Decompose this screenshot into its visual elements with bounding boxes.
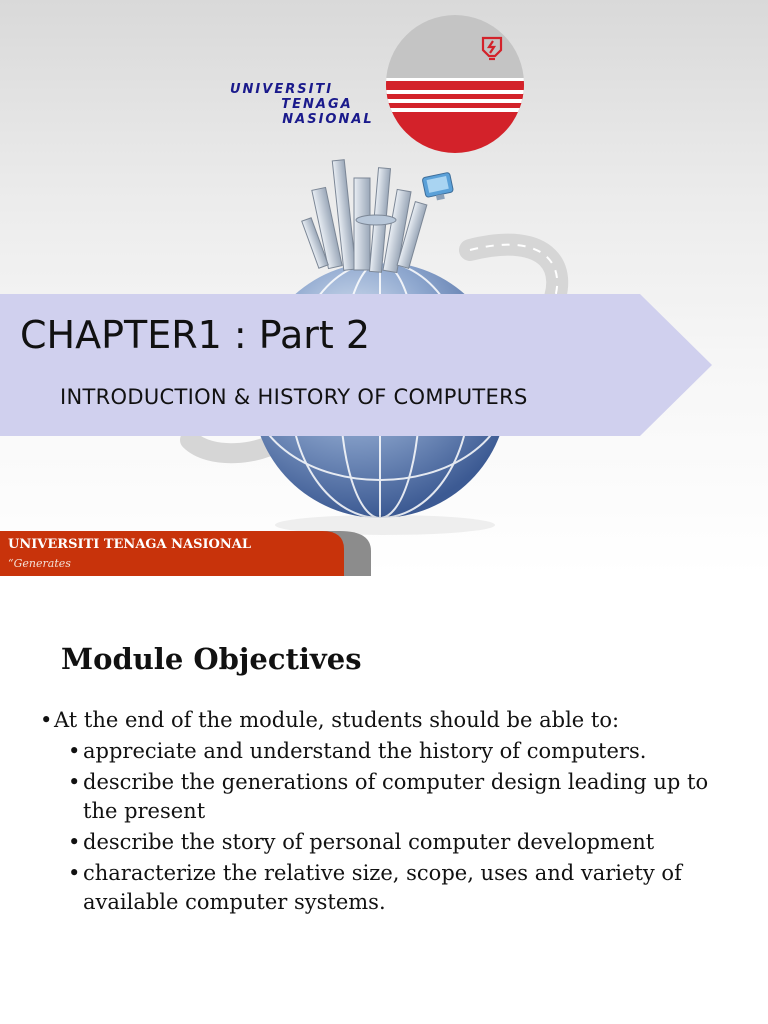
objectives-slide — [0, 576, 768, 1024]
university-seal-icon — [385, 14, 525, 154]
list-item-text: describe the generations of computer design leading up to the present — [83, 770, 709, 823]
list-item-text: At the end of the module, students should be able to: — [54, 708, 620, 732]
list-item — [40, 828, 740, 857]
objectives-list — [40, 706, 740, 917]
list-item — [40, 768, 740, 826]
logo-line-2: TENAGA — [281, 97, 353, 112]
chapter-subtitle: INTRODUCTION & HISTORY OF COMPUTERS — [60, 385, 528, 409]
logo-line-1: UNIVERSITI — [230, 82, 334, 97]
university-logo-text — [228, 82, 388, 127]
list-item-text: appreciate and understand the history of computers. — [83, 739, 647, 763]
logo-line-3: NASIONAL — [282, 112, 374, 127]
bullet-icon: • — [68, 830, 81, 854]
list-item — [40, 737, 740, 766]
bullet-icon: • — [40, 708, 53, 732]
bullet-icon: • — [68, 861, 81, 885]
bullet-icon: • — [68, 770, 81, 794]
bullet-icon: • — [68, 739, 81, 763]
footer-tagline: “Generates — [8, 557, 71, 570]
footer-university-name: UNIVERSITI TENAGA NASIONAL — [8, 537, 251, 552]
objectives-heading: Module Objectives — [61, 642, 362, 676]
chapter-title: CHAPTER1 : Part 2 — [20, 313, 371, 357]
list-item — [40, 706, 740, 735]
list-item-text: characterize the relative size, scope, uses and variety of available computer systems. — [83, 861, 682, 914]
list-item-text: describe the story of personal computer development — [83, 830, 655, 854]
list-item — [40, 859, 740, 917]
